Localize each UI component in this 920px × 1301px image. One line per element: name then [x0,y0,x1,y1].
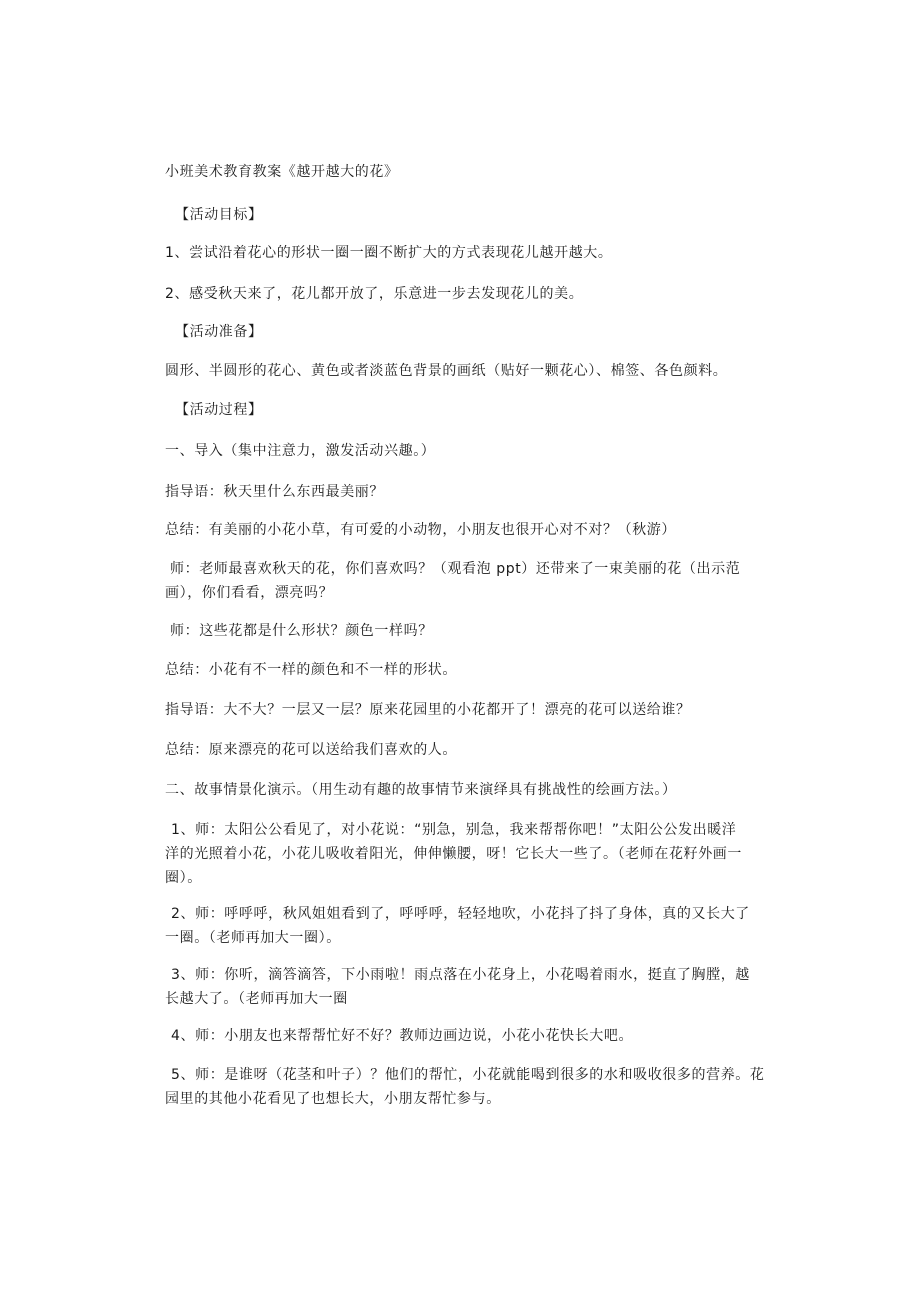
story-2 [165,902,795,950]
story-3-line-2: 长越大了。（老师再加大一圈 [165,991,348,1007]
guide-1: 指导语：秋天里什么东西最美丽？ [165,484,384,500]
story-2-line-1: 2、师：呼呼呼，秋风姐姐看到了，呼呼呼，轻轻地吹，小花抖了抖了身体，真的又长大了 [171,906,750,922]
section-1-heading: 一、导入（集中注意力，激发活动兴趣。） [165,443,436,459]
story-1-line-1: 1、师：太阳公公看见了，对小花说：“别急，别急，我来帮帮你吧！”太阳公公发出暖洋 [171,822,737,838]
story-3-line-1: 3、师：你听，滴答滴答，下小雨啦！雨点落在小花身上，小花喝着雨水，挺直了胸膛，越 [171,967,750,983]
goal-2: 2、感受秋天来了，花儿都开放了，乐意进一步去发现花儿的美。 [165,286,584,302]
prep-text: 圆形、半圆形的花心、黄色或者淡蓝色背景的画纸（贴好一颗花心）、棉签、各色颜料。 [165,363,728,379]
summary-1: 总结：有美丽的小花小草，有可爱的小动物，小朋友也很开心对不对？（秋游） [165,522,676,538]
story-1 [165,818,795,890]
teacher-1 [165,557,800,605]
summary-3: 总结：原来漂亮的花可以送给我们喜欢的人。 [165,742,457,758]
teacher-1-line-2: 画），你们看看，漂亮吗？ [165,585,334,601]
process-heading: 【活动过程】 [175,402,263,418]
story-5-line-1: 5、师：是谁呀（花茎和叶子）？他们的帮忙，小花就能喝到很多的水和吸收很多的营养。花 [171,1067,765,1083]
story-5 [165,1063,795,1111]
story-1-line-3: 圈）。 [165,870,202,886]
document-title: 小班美术教育教案《越开越大的花》 [165,164,399,180]
summary-2: 总结：小花有不一样的颜色和不一样的形状。 [165,662,457,678]
section-2-heading: 二、故事情景化演示。（用生动有趣的故事情节来演绎具有挑战性的绘画方法。） [165,782,677,798]
goals-heading: 【活动目标】 [175,207,263,223]
story-4: 4、师：小朋友也来帮帮忙好不好？教师边画边说，小花小花快长大吧。 [171,1028,634,1044]
goal-1: 1、尝试沿着花心的形状一圈一圈不断扩大的方式表现花儿越开越大。 [165,245,613,261]
teacher-2: 师：这些花都是什么形状？颜色一样吗？ [170,623,433,639]
guide-2: 指导语：大不大？一层又一层？原来花园里的小花都开了！漂亮的花可以送给谁？ [165,702,691,718]
teacher-1-line-1: 师：老师最喜欢秋天的花，你们喜欢吗？（观看泡 ppt）还带来了一束美丽的花（出示范 [170,561,741,577]
story-1-line-2: 洋的光照着小花，小花儿吸收着阳光，伸伸懒腰，呀！它长大一些了。（老师在花籽外画一 [165,846,742,862]
prep-heading: 【活动准备】 [175,324,263,340]
story-2-line-2: 一圈。（老师再加大一圈）。 [165,930,341,946]
story-5-line-2: 园里的其他小花看见了也想长大，小朋友帮忙参与。 [165,1091,501,1107]
story-3 [165,963,795,1011]
